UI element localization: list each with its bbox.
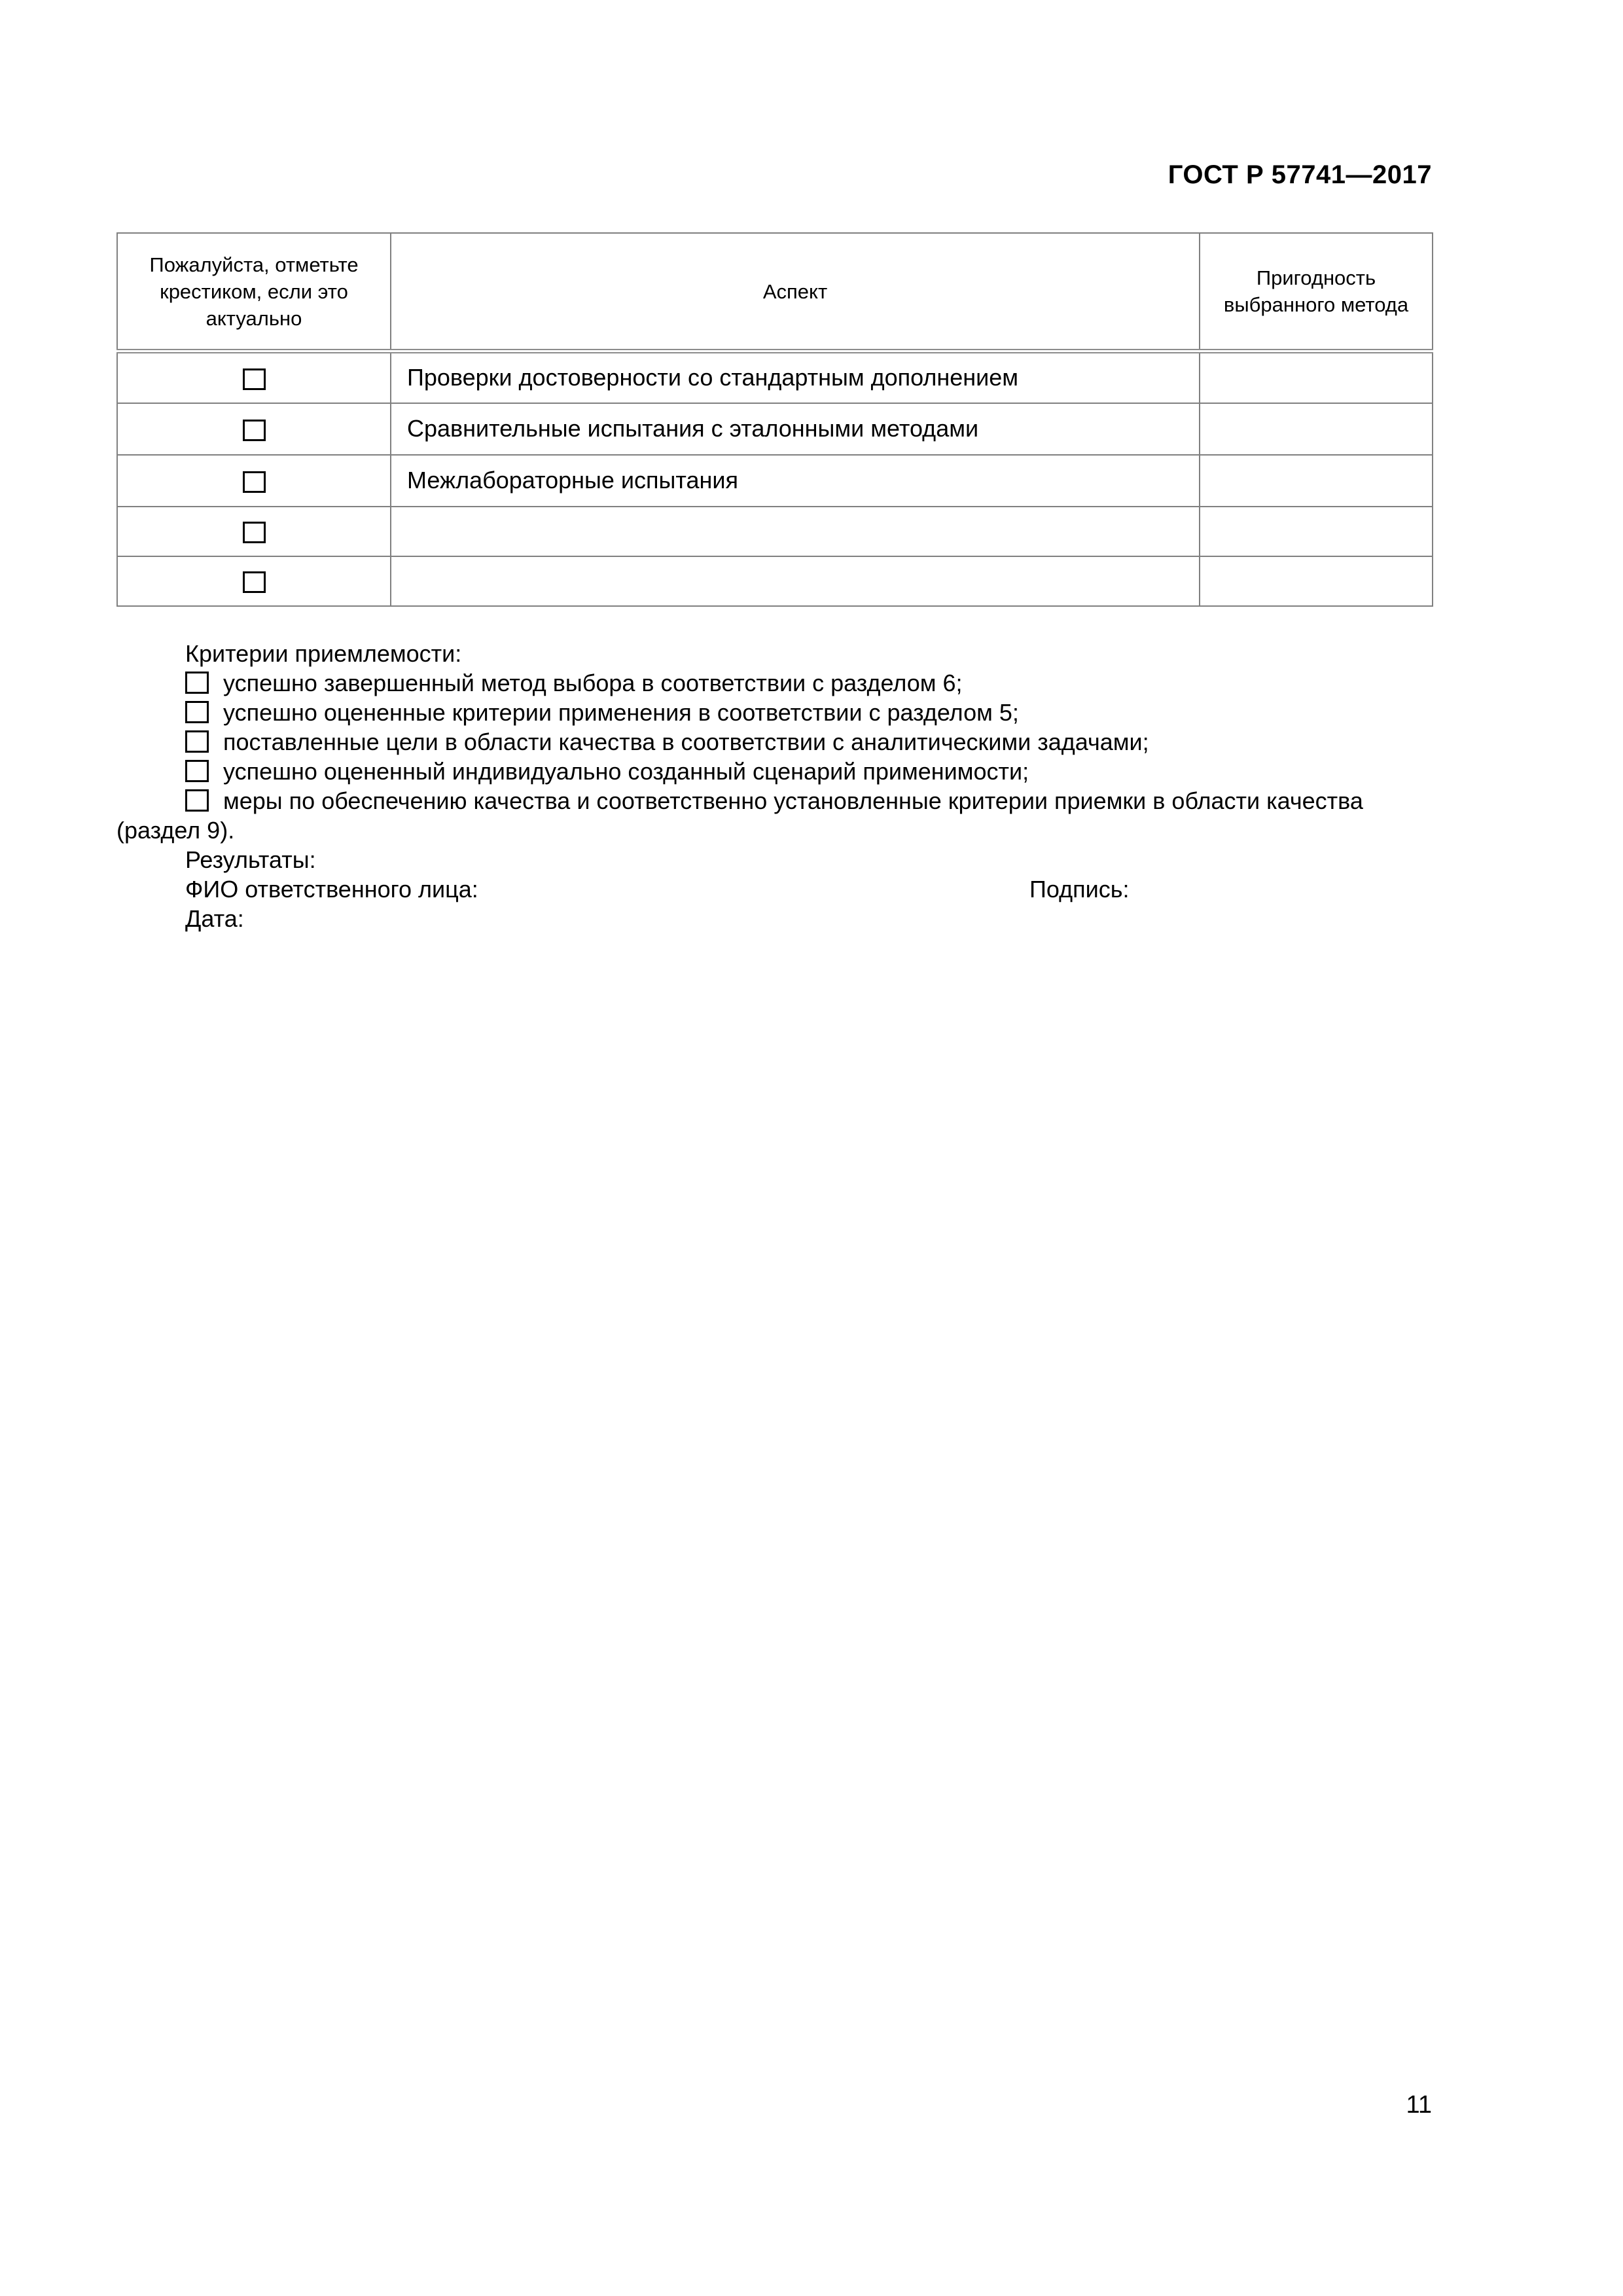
aspect-cell: Межлабораторные испытания <box>391 455 1200 507</box>
aspect-cell: Проверки достоверности со стандартным дополнением <box>391 351 1200 403</box>
page-number: 11 <box>1406 2091 1432 2119</box>
aspects-table <box>116 232 1433 607</box>
aspect-cell[interactable] <box>391 556 1200 606</box>
checkbox[interactable] <box>243 571 266 593</box>
checkbox-cell <box>117 556 391 606</box>
criteria-item: меры по обеспечению качества и соответственно установленные критерии приемки в области качества <box>116 786 1432 816</box>
checkbox[interactable] <box>185 701 209 723</box>
aspect-cell[interactable] <box>391 507 1200 556</box>
table-row <box>117 556 1433 606</box>
suitability-cell[interactable] <box>1200 455 1433 507</box>
table-row <box>117 455 1433 507</box>
criteria-item: успешно завершенный метод выбора в соответствии с разделом 6; <box>116 668 1432 698</box>
results-label: Результаты: <box>185 846 316 873</box>
signature-label: Подпись: <box>1029 876 1130 903</box>
suitability-cell[interactable] <box>1200 351 1433 403</box>
criteria-item: успешно оцененный индивидуально созданный сценарий применимости; <box>116 757 1432 786</box>
checkbox-cell <box>117 507 391 556</box>
document-code: ГОСТ Р 57741—2017 <box>1168 160 1432 189</box>
checkbox[interactable] <box>243 471 266 493</box>
criteria-item: поставленные цели в области качества в соответствии с аналитическими задачами; <box>116 727 1432 757</box>
header-aspect: Аспект <box>391 233 1200 351</box>
checkbox[interactable] <box>243 522 266 543</box>
suitability-cell[interactable] <box>1200 403 1433 455</box>
checkbox[interactable] <box>243 420 266 441</box>
table-row <box>117 507 1433 556</box>
table-row <box>117 403 1433 455</box>
checkbox[interactable] <box>185 760 209 782</box>
table-row <box>117 351 1433 403</box>
checkbox[interactable] <box>185 672 209 694</box>
checkbox-cell <box>117 455 391 507</box>
checkbox-cell <box>117 351 391 403</box>
checkbox[interactable] <box>185 730 209 753</box>
criteria-item: успешно оцененные критерии применения в соответствии с разделом 5; <box>116 698 1432 727</box>
header-suitability: Пригодность выбранного метода <box>1200 233 1433 351</box>
table-header-row <box>117 233 1433 351</box>
aspect-cell: Сравнительные испытания с эталонными методами <box>391 403 1200 455</box>
suitability-cell[interactable] <box>1200 507 1433 556</box>
acceptance-criteria <box>116 639 1432 933</box>
checkbox[interactable] <box>243 368 266 390</box>
responsible-person-label: ФИО ответственного лица: <box>185 876 478 903</box>
suitability-cell[interactable] <box>1200 556 1433 606</box>
signature-row <box>116 874 1432 904</box>
criteria-item-continuation: (раздел 9). <box>116 817 235 844</box>
checkbox-cell <box>117 403 391 455</box>
criteria-title: Критерии приемлемости: <box>185 640 462 667</box>
date-label: Дата: <box>185 905 244 932</box>
header-check: Пожалуйста, отметьте крестиком, если это актуально <box>117 233 391 351</box>
checkbox[interactable] <box>185 789 209 812</box>
